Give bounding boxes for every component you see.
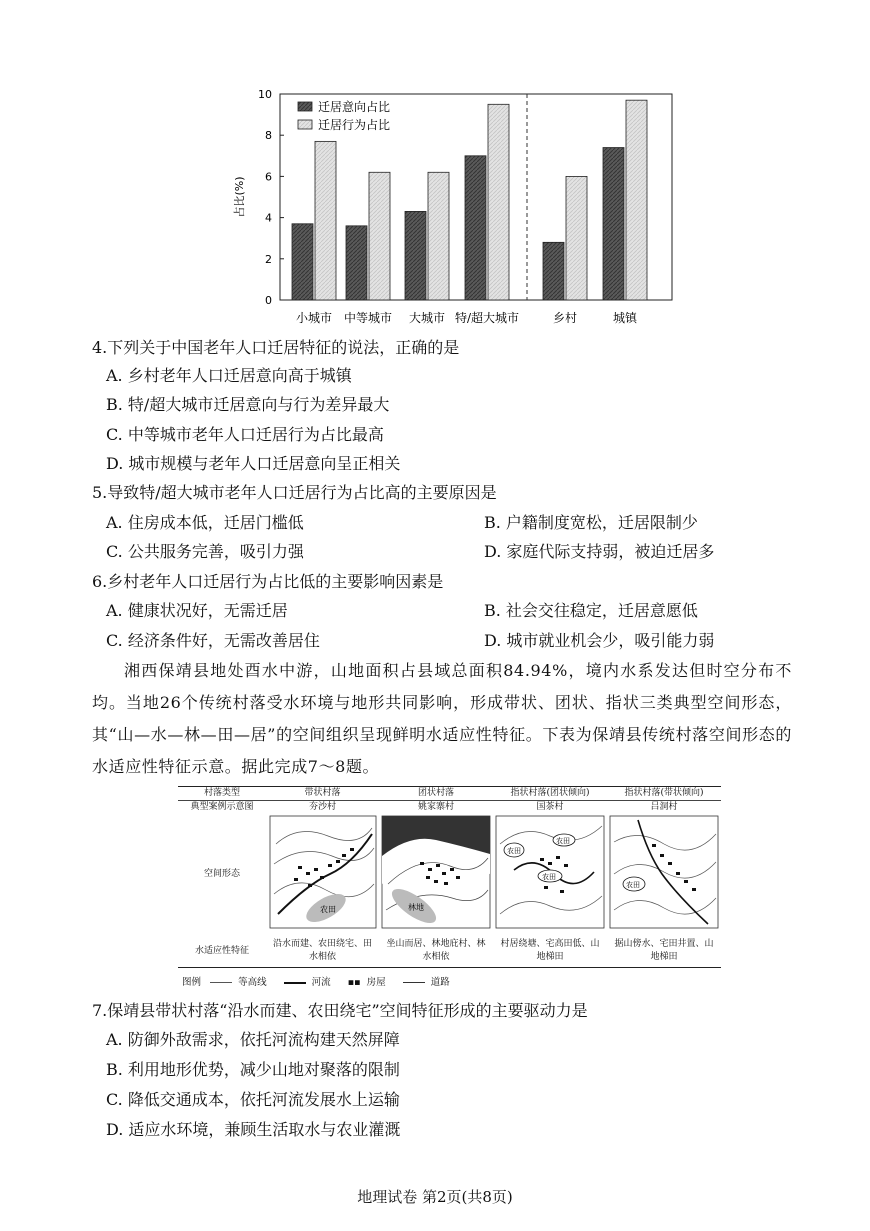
map-2-sketch xyxy=(380,814,492,930)
passage xyxy=(92,655,792,783)
form-label: 空间形态 xyxy=(203,869,240,879)
case-1: 夯沙村 xyxy=(308,802,336,812)
page-footer: 地理试卷 第2页(共8页) xyxy=(357,1188,513,1206)
feature-3: 村居绕塘、宅高田低、山地梯田 xyxy=(500,939,600,962)
type-1: 带状村落 xyxy=(304,788,341,798)
village-form-table xyxy=(178,786,721,991)
y-tick-label-3: 6 xyxy=(265,170,272,184)
q4-option-c[interactable]: C. 中等城市老年人口迁居行为占比最高 xyxy=(106,425,384,444)
legend-title: 图例 xyxy=(182,977,202,988)
map-legend xyxy=(182,974,450,988)
q5-stem: 5.导致特/超大城市老年人口迁居行为占比高的主要原因是 xyxy=(92,483,497,502)
y-tick-label-0: 0 xyxy=(265,294,272,307)
legend-road: 道路 xyxy=(430,977,450,988)
map-3-label-a: 农田 xyxy=(507,847,521,855)
bar-intent-1 xyxy=(346,226,367,300)
y-tick-label-2: 4 xyxy=(265,211,272,225)
q6-option-b[interactable]: B. 社会交往稳定，迁居意愿低 xyxy=(484,601,698,620)
bar-behavior-5 xyxy=(626,100,647,300)
bar-intent-3 xyxy=(465,156,486,300)
bar-intent-2 xyxy=(405,211,426,300)
q4-stem: 4.下列关于中国老年人口迁居特征的说法，正确的是 xyxy=(92,338,460,357)
map-cell-2 xyxy=(379,814,493,935)
q4-option-a[interactable]: A. 乡村老年人口迁居意向高于城镇 xyxy=(106,366,352,385)
q7-option-b[interactable]: B. 利用地形优势，减少山地对聚落的限制 xyxy=(106,1060,400,1079)
case-3: 国茶村 xyxy=(536,802,564,812)
legend-river: 河流 xyxy=(311,977,331,988)
y-tick-label-4: 8 xyxy=(265,129,272,143)
map-4-sketch xyxy=(608,814,720,930)
q5-option-c[interactable]: C. 公共服务完善，吸引力强 xyxy=(106,542,304,561)
map-cell-1 xyxy=(266,814,379,935)
q6-option-a[interactable]: A. 健康状况好，无需迁居 xyxy=(106,601,288,620)
bar-behavior-1 xyxy=(369,172,390,300)
legend-swatch-0 xyxy=(298,102,312,111)
x-category-label-3: 特/超大城市 xyxy=(454,311,520,325)
legend-swatch-1 xyxy=(298,120,312,129)
q7-option-c[interactable]: C. 降低交通成本，依托河流发展水上运输 xyxy=(106,1090,400,1109)
feature-label: 水适应性特征 xyxy=(194,945,249,956)
x-category-label-2: 大城市 xyxy=(408,311,446,325)
bar-behavior-0 xyxy=(315,141,336,300)
bar-intent-5 xyxy=(603,148,624,300)
x-category-label-5: 城镇 xyxy=(612,311,638,325)
bar-behavior-4 xyxy=(566,176,587,300)
q6-stem: 6.乡村老年人口迁居行为占比低的主要影响因素是 xyxy=(92,572,444,591)
map-2-label-a: 林地 xyxy=(408,903,424,912)
bar-intent-4 xyxy=(543,242,564,300)
q6-option-d[interactable]: D. 城市就业机会少，吸引能力弱 xyxy=(484,631,715,650)
type-4: 指状村落(带状倾向) xyxy=(624,788,704,798)
legend-house: 房屋 xyxy=(366,977,386,988)
header-type-label: 村落类型 xyxy=(203,788,240,798)
q4-option-b[interactable]: B. 特/超大城市迁居意向与行为差异最大 xyxy=(106,395,390,414)
legend-label-0: 迁居意向占比 xyxy=(318,100,391,114)
plot-area xyxy=(232,88,672,325)
map-4-label-a: 农田 xyxy=(626,881,640,889)
x-category-label-0: 小城市 xyxy=(295,311,333,325)
q5-option-a[interactable]: A. 住房成本低，迁居门槛低 xyxy=(106,513,304,532)
case-2: 姚家寨村 xyxy=(417,802,454,812)
type-2: 团状村落 xyxy=(417,788,454,798)
map-1-label-a: 农田 xyxy=(319,905,336,914)
q4-option-d[interactable]: D. 城市规模与老年人口迁居意向呈正相关 xyxy=(106,454,401,473)
legend-contour: 等高线 xyxy=(238,977,267,988)
migration-bar-chart xyxy=(225,82,685,342)
map-1-sketch xyxy=(268,814,378,930)
passage-text: 湘西保靖县地处酉水中游，山地面积占县域总面积84.94%，境内水系发达但时空分布不均。当地26个传统村落受水环境与地形共同影响，形成带状、团状、指状三类典型空间形态，其“山—水—林—田—居”的空间组织呈现鲜明水适应性特征。下表为保靖县传统村落空间形态的水适应性特征示意。据此完成7～8题。 xyxy=(92,661,792,776)
x-category-label-1: 中等城市 xyxy=(343,311,393,325)
case-label: 典型案例示意图 xyxy=(190,802,254,812)
case-4: 吕洞村 xyxy=(650,802,678,812)
q7-stem: 7.保靖县带状村落“沿水而建、农田绕宅”空间特征形成的主要驱动力是 xyxy=(92,1001,588,1020)
feature-2: 坐山而居、林地庇村、林水相依 xyxy=(386,939,486,962)
bar-behavior-3 xyxy=(488,104,509,300)
map-3-sketch xyxy=(494,814,606,930)
village-table xyxy=(178,786,721,968)
q7-option-a[interactable]: A. 防御外敌需求，依托河流构建天然屏障 xyxy=(106,1030,400,1049)
river-swatch xyxy=(284,982,306,984)
y-tick-label-1: 2 xyxy=(265,252,272,266)
map-cell-4 xyxy=(607,814,721,935)
bar-intent-0 xyxy=(292,224,313,300)
q7-option-d[interactable]: D. 适应水环境，兼顾生活取水与农业灌溉 xyxy=(106,1120,401,1139)
y-tick-label-5: 10 xyxy=(258,88,272,101)
map-3-label-c: 农田 xyxy=(556,837,570,845)
road-swatch xyxy=(403,982,425,983)
q5-option-d[interactable]: D. 家庭代际支持弱，被迫迁居多 xyxy=(484,542,715,561)
x-category-label-4: 乡村 xyxy=(552,311,578,325)
contour-line-swatch xyxy=(210,982,232,983)
y-axis-label: 占比(%) xyxy=(233,176,246,218)
type-3: 指状村落(团状倾向) xyxy=(510,788,590,798)
q5-option-b[interactable]: B. 户籍制度宽松，迁居限制少 xyxy=(484,513,698,532)
legend-label-1: 迁居行为占比 xyxy=(318,118,391,132)
map-cell-3 xyxy=(493,814,607,935)
feature-1: 沿水而建、农田绕宅、田水相依 xyxy=(272,939,372,962)
bar-behavior-2 xyxy=(428,172,449,300)
q6-option-c[interactable]: C. 经济条件好，无需改善居住 xyxy=(106,631,320,650)
house-swatch: ▪▪ xyxy=(347,977,361,988)
map-3-label-b: 农田 xyxy=(542,873,556,881)
feature-4: 据山傍水、宅田井置、山地梯田 xyxy=(614,939,714,962)
